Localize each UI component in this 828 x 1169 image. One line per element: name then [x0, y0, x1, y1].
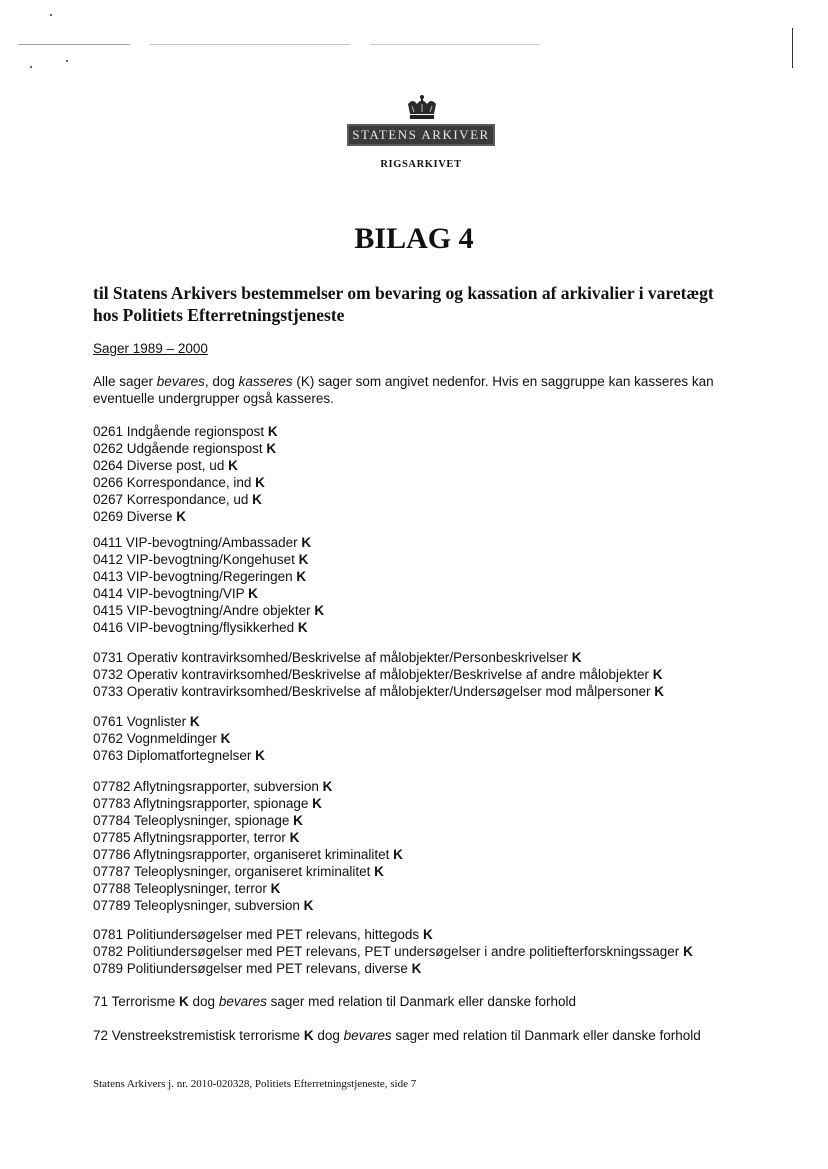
list-item: 07786 Aflytningsrapporter, organiseret kriminalitet K: [93, 847, 403, 862]
list-item: 0262 Udgående regionspost K: [93, 441, 277, 456]
list-item: 0761 Vognlister K: [93, 714, 200, 729]
list-item: 0789 Politiundersøgelser med PET relevans, diverse K: [93, 961, 422, 976]
item-72-venstreekstremistisk: 72 Venstreekstremistisk terrorisme K dog bevares sager med relation til Danmark eller danske forhold: [93, 1028, 701, 1043]
scan-artifact-dot: [30, 66, 32, 68]
group-kontravirksomhed: [93, 649, 664, 700]
list-item: 0411 VIP-bevogtning/Ambassader K: [93, 535, 312, 550]
list-item: 0413 VIP-bevogtning/Regeringen K: [93, 569, 307, 584]
list-item: 0762 Vognmeldinger K: [93, 731, 231, 746]
list-item: 0763 Diplomatfortegnelser K: [93, 748, 265, 763]
crown-icon: [404, 94, 440, 122]
group-aflytning: [93, 778, 403, 914]
scan-artifact-vbar: [792, 28, 793, 68]
list-item: 0733 Operativ kontravirksomhed/Beskrivelse af målobjekter/Undersøgelser mod målpersoner K: [93, 684, 664, 699]
list-item: 0781 Politiundersøgelser med PET relevans, hittegods K: [93, 927, 433, 942]
page-subtitle: til Statens Arkivers bestemmelser om bevaring og kassation af arkivalier i varetægt hos Politiets Efterretningstjeneste: [93, 283, 714, 325]
list-item: 0414 VIP-bevogtning/VIP K: [93, 586, 258, 601]
page-title: BILAG 4: [354, 222, 474, 255]
list-item: 07788 Teleoplysninger, terror K: [93, 881, 281, 896]
list-item: 0267 Korrespondance, ud K: [93, 492, 262, 507]
list-item: 0415 VIP-bevogtning/Andre objekter K: [93, 603, 325, 618]
group-politiundersoegelser: [93, 926, 693, 977]
list-item: 07784 Teleoplysninger, spionage K: [93, 813, 303, 828]
period-heading: Sager 1989 – 2000: [93, 341, 208, 356]
list-item: 0732 Operativ kontravirksomhed/Beskrivelse af målobjekter/Beskrivelse af andre målobjekter K: [93, 667, 663, 682]
list-item: 0412 VIP-bevogtning/Kongehuset K: [93, 552, 309, 567]
list-item: 0264 Diverse post, ud K: [93, 458, 238, 473]
list-item: 0731 Operativ kontravirksomhed/Beskrivelse af målobjekter/Personbeskrivelser K: [93, 650, 582, 665]
list-item: 0266 Korrespondance, ind K: [93, 475, 265, 490]
list-item: 0269 Diverse K: [93, 509, 187, 524]
list-item: 07787 Teleoplysninger, organiseret kriminalitet K: [93, 864, 384, 879]
list-item: 0782 Politiundersøgelser med PET relevans, PET undersøgelser i andre politiefterforskningssager K: [93, 944, 693, 959]
list-item: 07783 Aflytningsrapporter, spionage K: [93, 796, 322, 811]
scan-artifact-line: [150, 44, 350, 45]
group-regionspost: [93, 423, 278, 525]
scan-artifact-line: [370, 44, 540, 45]
group-vognlister: [93, 713, 265, 764]
scan-artifact-line: [18, 44, 130, 45]
logo-banner: STATENS ARKIVER: [347, 124, 495, 146]
intro-paragraph: Alle sager bevares, dog kasseres (K) sager som angivet nedenfor. Hvis en saggruppe kan kasseres kan eventuelle undergrupper også kasseres.: [93, 374, 714, 406]
item-71-terrorisme: 71 Terrorisme K dog bevares sager med relation til Danmark eller danske forhold: [93, 994, 576, 1009]
list-item: 07785 Aflytningsrapporter, terror K: [93, 830, 300, 845]
scan-artifact-dot: [50, 14, 52, 16]
page-footer: Statens Arkivers j. nr. 2010-020328, Politiets Efterretningstjeneste, side 7: [93, 1078, 417, 1090]
group-vip-bevogtning: [93, 534, 324, 636]
list-item: 07789 Teleoplysninger, subversion K: [93, 898, 314, 913]
logo-subbanner: RIGSARKIVET: [380, 159, 462, 170]
list-item: 0261 Indgående regionspost K: [93, 424, 278, 439]
list-item: 07782 Aflytningsrapporter, subversion K: [93, 779, 333, 794]
list-item: 0416 VIP-bevogtning/flysikkerhed K: [93, 620, 308, 635]
scan-artifact-dot: [66, 60, 68, 62]
